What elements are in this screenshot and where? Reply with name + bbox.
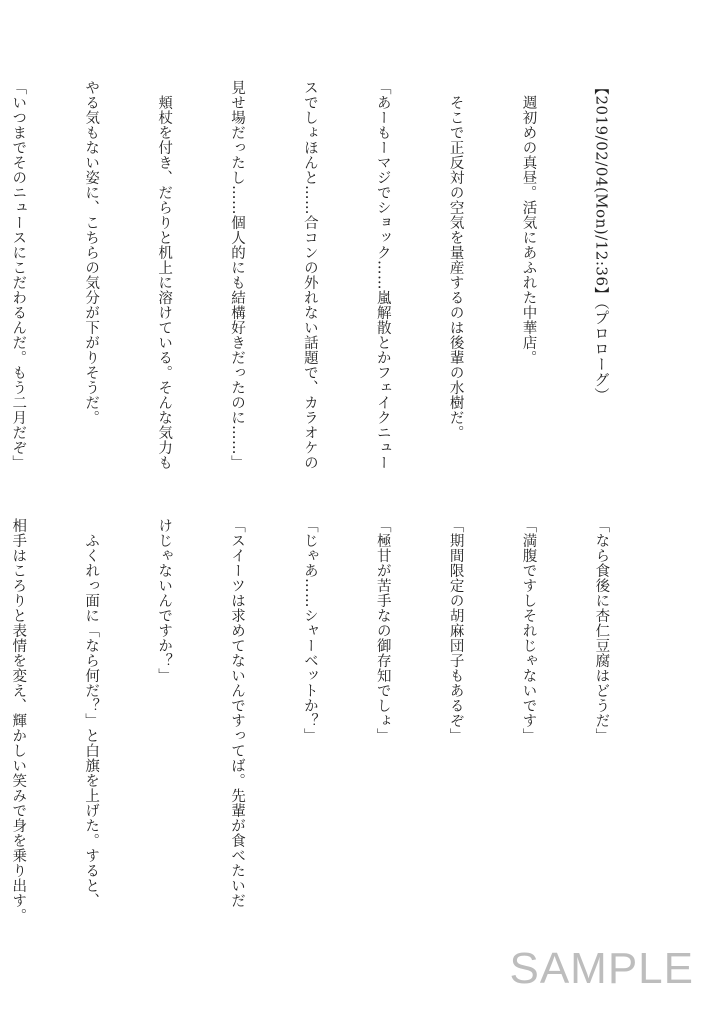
text-line: 「満腹ですしそれじゃないです」 [520,518,537,743]
text-line: ふくれっ面に「なら何だ？」と白旗を上げた。すると、 [83,518,100,908]
text-line: 見せ場だったし……個人的にも結構好きだったのに……」 [228,80,245,470]
text-line: 「極甘が苦手なの御存知でしょ」 [374,518,391,743]
text-block-bottom [10,518,662,948]
text-line: 頬杖を付き、だらりと机上に溶けている。そんな気力も [156,80,173,470]
text-line: そこで正反対の空気を量産するのは後輩の水樹だ。 [447,80,464,440]
text-line: 「あーもーマジでショック……嵐解散とかフェイクニュー [374,80,391,470]
text-line: 相手はころりと表情を変え、輝かしい笑みで身を乗り出す。 [10,518,27,923]
text-line: 「じゃあ……シャーベットか？」 [301,518,318,743]
text-line: 「いつまでそのニュースにこだわるんだ。もう二月だぞ」 [10,80,27,470]
text-line: スでしょほんと……合コンの外れない話題で、カラオケの [301,80,318,470]
text-line: やる気もない姿に、こちらの気分が下がりそうだ。 [83,80,100,425]
text-line: 「スイーツは求めてないんですってば。先輩が食べたいだ [228,518,245,908]
text-line: 「期間限定の胡麻団子もあるぞ」 [447,518,464,743]
text-block-top [10,80,662,475]
text-line: けじゃないんですか？」 [156,518,173,683]
text-line: 週初めの真昼。活気にあふれた中華店。 [520,80,537,365]
text-line: 「なら食後に杏仁豆腐はどうだ」 [593,518,610,743]
section-heading: 【2019/02/04(Mon)/12:36】（プロローグ） [592,80,611,403]
sample-watermark: SAMPLE [509,944,694,993]
